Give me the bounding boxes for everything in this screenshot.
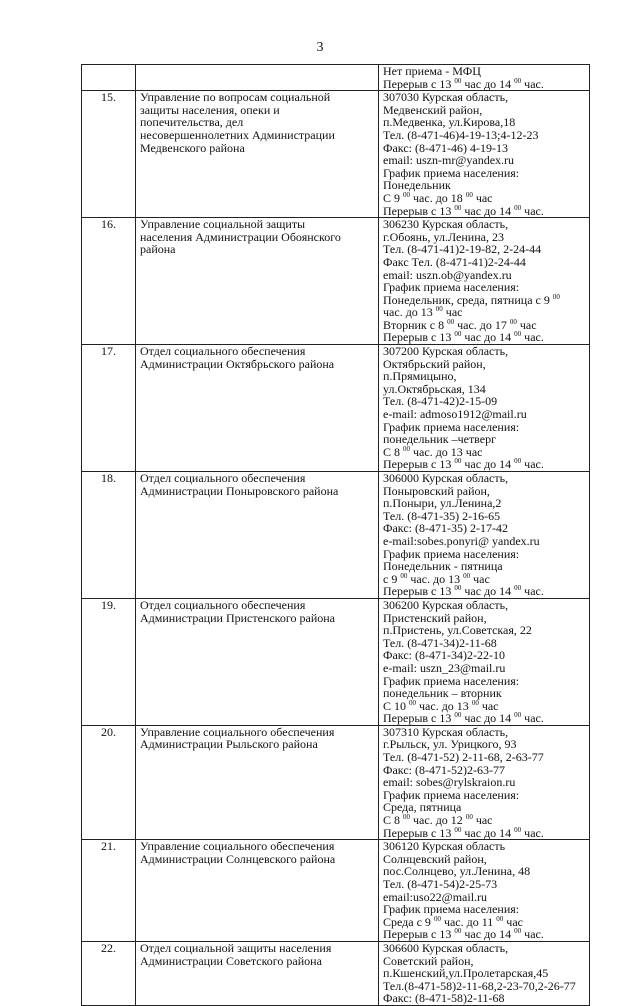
contact-info-line: 306200 Курская область, (383, 597, 509, 612)
contact-info-line: Медвенский район, (383, 102, 483, 117)
contact-info-line: Факс: (8-471-52)2-63-77 (383, 762, 505, 777)
contact-info-line: Тел. (8-471-41)2-19-82, 2-24-44 (383, 242, 542, 257)
contact-info-line: Тел. (8-471-34)2-11-68 (383, 635, 497, 650)
table-row (82, 472, 590, 599)
department-name-line: Медвенского района (140, 140, 245, 155)
table-row (82, 941, 590, 1005)
contact-info-line: e-mail:sobes.ponyri@ yandex.ru (383, 533, 540, 548)
contact-info-line: С 9 $^{00}$ час. до 18 $^{00}$ час (383, 190, 493, 205)
contact-info-line: email: sobes@rylskraion.ru (383, 775, 516, 790)
contact-info (379, 725, 590, 839)
contact-info-line: Тел. (8-471-52) 2-11-68, 2-63-77 (383, 750, 544, 765)
contact-info-line: Перерыв с 13 $^{00}$ час до 14 $^{00}$ час. (383, 76, 544, 91)
contact-info (379, 345, 590, 472)
contact-info-line: час. до 13 $^{00}$ час (383, 305, 463, 320)
contact-info-line: 306230 Курская область, (383, 217, 509, 232)
department-name-line: Администрации Рыльского района (140, 737, 318, 752)
table-row (82, 598, 590, 725)
table-row (82, 91, 590, 218)
contact-info-line: ул.Октябрьская, 134 (383, 381, 486, 396)
contact-info (379, 91, 590, 218)
page-number: 3 (316, 40, 324, 55)
department-name-line: Администрации Поныровского района (140, 483, 339, 498)
contact-info-line: Тел. (8-471-54)2-25-73 (383, 877, 498, 891)
contact-info-line: График приема населения: (383, 419, 520, 434)
contact-info-line: 306600 Курская область, (383, 940, 509, 955)
contact-info-line: Понедельник, среда, пятница с 9 $^{00}$ (383, 292, 560, 307)
department-name (136, 598, 379, 725)
contact-info-line: Факс: (8-471-35) 2-17-42 (383, 521, 508, 536)
contact-info-line: Нет приема - МФЦ (383, 64, 481, 78)
contact-info-line: 306000 Курская область, (383, 471, 509, 485)
table-row (82, 725, 590, 839)
contact-info-line: График приема населения: (383, 546, 520, 561)
department-name-line: несовершеннолетних Администрации (140, 127, 335, 142)
contact-info-line: Солнцевский район, (383, 851, 487, 866)
department-name-line: Администрации Солнцевского района (140, 851, 336, 866)
department-name-line: попечительства, дел (140, 115, 244, 130)
contact-info-line: e-mail: admoso1912@mail.ru (383, 407, 527, 422)
contact-info-line: Тел.(8-471-58)2-11-68,2-23-70,2-26-77 (383, 978, 576, 993)
department-name (136, 91, 379, 218)
row-number (82, 65, 136, 91)
contact-info-line: Перерыв с 13 $^{00}$ час до 14 $^{00}$ час. (383, 457, 544, 472)
contact-info (379, 472, 590, 599)
departments-table-body (82, 65, 590, 1006)
contact-info-line: Факс: (8-471-58)2-11-68 (383, 991, 505, 1006)
row-number: 20. (82, 725, 136, 839)
contact-info-line: email: uszn-mr@yandex.ru (383, 153, 515, 168)
department-name-line: Управление социальной защиты (140, 217, 306, 232)
department-name-line: Отдел социальной защиты населения (140, 940, 332, 955)
table-row (82, 65, 590, 91)
contact-info-line: Поныровский район, (383, 483, 490, 498)
contact-info-line: пос.Солнцево, ул.Ленина, 48 (383, 864, 531, 879)
contact-info (379, 840, 590, 942)
table-row (82, 345, 590, 472)
contact-info-line: Перерыв с 13 $^{00}$ час до 14 $^{00}$ час. (383, 584, 544, 599)
contact-info (379, 65, 590, 91)
row-number: 19. (82, 598, 136, 725)
contact-info-line: 307030 Курская область, (383, 90, 509, 105)
contact-info-line: п.Поныри, ул.Ленина,2 (383, 496, 502, 511)
contact-info-line: С 8 $^{00}$ час. до 12 $^{00}$ час (383, 813, 493, 828)
contact-info-line: Среда с 9 $^{00}$ час. до 11 $^{00}$ час (383, 914, 523, 929)
contact-info-line: График приема населения: (383, 673, 520, 688)
contact-info-line: Среда, пятница (383, 800, 462, 815)
contact-info-line: Советский район, (383, 953, 474, 968)
contact-info-line: понедельник –четверг (383, 432, 497, 447)
contact-info-line: Тел. (8-471-46)4-19-13;4-12-23 (383, 127, 539, 142)
contact-info-line: Факс Тел. (8-471-41)2-24-44 (383, 254, 526, 269)
contact-info-line: График приема населения: (383, 902, 520, 917)
department-name-line: района (140, 242, 176, 257)
contact-info-line: Перерыв с 13 $^{00}$ час до 14 $^{00}$ час. (383, 330, 544, 345)
contact-info-line: Вторник с 8 $^{00}$ час. до 17 $^{00}$ час (383, 317, 537, 332)
department-name-line: Управление социального обеспечения (140, 724, 335, 739)
contact-info-line: г.Обоянь, ул.Ленина, 23 (383, 229, 504, 244)
department-name (136, 941, 379, 1005)
department-name-line: Управление по вопросам социальной (140, 90, 331, 105)
contact-info-line: Факс: (8-471-34)2-22-10 (383, 648, 505, 663)
contact-info-line: понедельник – вторник (383, 686, 502, 701)
contact-info-line: email:uso22@mail.ru (383, 889, 488, 904)
row-number: 21. (82, 840, 136, 942)
contact-info-line: Перерыв с 13 $^{00}$ час до 14 $^{00}$ час. (383, 927, 544, 942)
table-row (82, 218, 590, 345)
contact-info-line: Понедельник (383, 178, 451, 193)
contact-info-line: 307200 Курская область, (383, 344, 509, 359)
department-name-line: защиты населения, опеки и (140, 102, 280, 117)
contact-info-line: Тел. (8-471-42)2-15-09 (383, 394, 498, 409)
department-name (136, 65, 379, 91)
row-number: 15. (82, 91, 136, 218)
row-number: 16. (82, 218, 136, 345)
contact-info-line: График приема населения: (383, 280, 520, 295)
contact-info-line: п.Медвенка, ул.Кирова,18 (383, 115, 516, 130)
contact-info-line: email: uszn.ob@yandex.ru (383, 267, 512, 282)
department-name-line: Администрации Советского района (140, 953, 322, 968)
department-name-line: населения Администрации Обоянского (140, 229, 341, 244)
department-name (136, 218, 379, 345)
contact-info-line: г.Рыльск, ул. Урицкого, 93 (383, 737, 517, 752)
contact-info-line: Факс: (8-471-46) 4-19-13 (383, 140, 508, 155)
contact-info-line: С 10 $^{00}$ час. до 13 $^{00}$ час (383, 698, 499, 713)
contact-info-line: с 9 $^{00}$ час. до 13 $^{00}$ час (383, 571, 490, 586)
contact-info-line: Октябрьский район, (383, 356, 486, 371)
contact-info (379, 218, 590, 345)
contact-info-line: График приема населения: (383, 165, 520, 180)
department-name (136, 840, 379, 942)
contact-info-line: e-mail: uszn_23@mail.ru (383, 660, 506, 675)
contact-info-line: Перерыв с 13 $^{00}$ час до 14 $^{00}$ час. (383, 203, 544, 218)
contact-info-line: Перерыв с 13 $^{00}$ час до 14 $^{00}$ час. (383, 825, 544, 840)
contact-info-line: С 8 $^{00}$ час. до 13 час (383, 444, 483, 459)
contact-info (379, 941, 590, 1005)
department-name-line: Управление социального обеспечения (140, 839, 335, 854)
table-row (82, 840, 590, 942)
contact-info-line: п.Кшенский,ул.Пролетарская,45 (383, 966, 549, 981)
department-name (136, 472, 379, 599)
department-name-line: Отдел социального обеспечения (140, 471, 306, 485)
department-name-line: Отдел социального обеспечения (140, 344, 306, 359)
row-number: 17. (82, 345, 136, 472)
contact-info (379, 598, 590, 725)
contact-info-line: п.Пристень, ул.Советская, 22 (383, 623, 532, 638)
row-number: 18. (82, 472, 136, 599)
contact-info-line: 307310 Курская область, (383, 724, 509, 739)
department-name-line: Отдел социального обеспечения (140, 597, 306, 612)
contact-info-line: 306120 Курская область (383, 839, 506, 854)
departments-table (81, 64, 590, 1006)
department-name (136, 725, 379, 839)
contact-info-line: График приема населения: (383, 787, 520, 802)
contact-info-line: Понедельник - пятница (383, 559, 503, 574)
row-number: 22. (82, 941, 136, 1005)
contact-info-line: Тел. (8-471-35) 2-16-65 (383, 508, 501, 523)
department-name-line: Администрации Октябрьского района (140, 356, 335, 371)
department-name (136, 345, 379, 472)
contact-info-line: Перерыв с 13 $^{00}$ час до 14 $^{00}$ час. (383, 711, 544, 726)
contact-info-line: п.Прямицыно, (383, 369, 457, 384)
department-name-line: Администрации Пристенского района (140, 610, 336, 625)
contact-info-line: Пристенский район, (383, 610, 487, 625)
